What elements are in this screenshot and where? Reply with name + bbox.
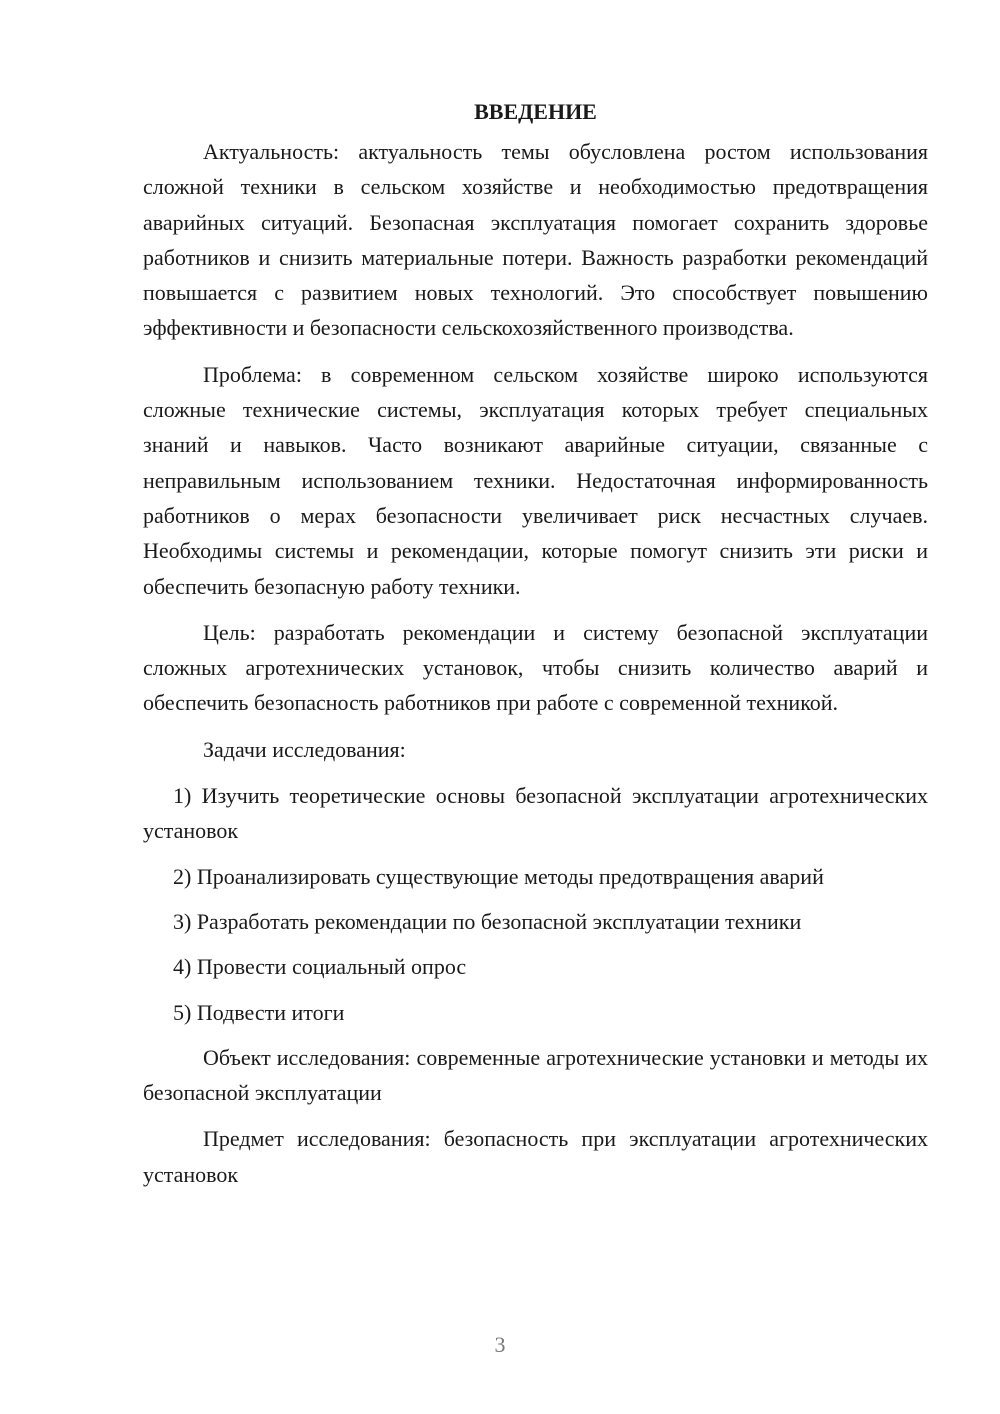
object-paragraph: Объект исследования: современные агротехнические установки и методы их безопасной эксплуатации	[143, 1044, 928, 1106]
task-item: 5) Подвести итоги	[173, 999, 345, 1025]
relevance-paragraph: Актуальность: актуальность темы обусловлена ростом использования сложной техники в сельском хозяйстве и необходимостью предотвращения аварийных ситуаций. Безопасная эксплуатация помогает сохранить здоровье работников и снизить материальные потери. Важность разработки рекомендаций повышается с развитием новых технологий. Это способствует повышению эффективности и безопасности сельскохозяйственного производства.	[143, 139, 928, 341]
task-item: 3) Разработать рекомендации по безопасной эксплуатации техники	[173, 908, 802, 934]
page-content	[143, 94, 928, 1203]
goal-paragraph: Цель: разработать рекомендации и систему безопасной эксплуатации сложных агротехнических установок, чтобы снизить количество аварий и обеспечить безопасность работников при работе с современной техникой.	[143, 619, 928, 716]
task-item: 2) Проанализировать существующие методы предотвращения аварий	[173, 863, 824, 889]
tasks-heading: Задачи исследования:	[203, 736, 406, 762]
problem-paragraph: Проблема: в современном сельском хозяйстве широко используются сложные технические системы, эксплуатация которых требует специальных знаний и навыков. Часто возникают аварийные ситуации, связанные с неправильным использованием техники. Недостаточная информированность работников о мерах безопасности увеличивает риск несчастных случаев. Необходимы системы и рекомендации, которые помогут снизить эти риски и обеспечить безопасную работу техники.	[143, 361, 928, 599]
task-item: 4) Провести социальный опрос	[173, 954, 467, 980]
task-item: 1) Изучить теоретические основы безопасной эксплуатации агротехнических установок	[143, 783, 928, 844]
section-title: ВВЕДЕНИЕ	[474, 99, 597, 124]
subject-paragraph: Предмет исследования: безопасность при эксплуатации агротехнических установок	[143, 1126, 928, 1187]
page-number: 3	[494, 1332, 506, 1357]
